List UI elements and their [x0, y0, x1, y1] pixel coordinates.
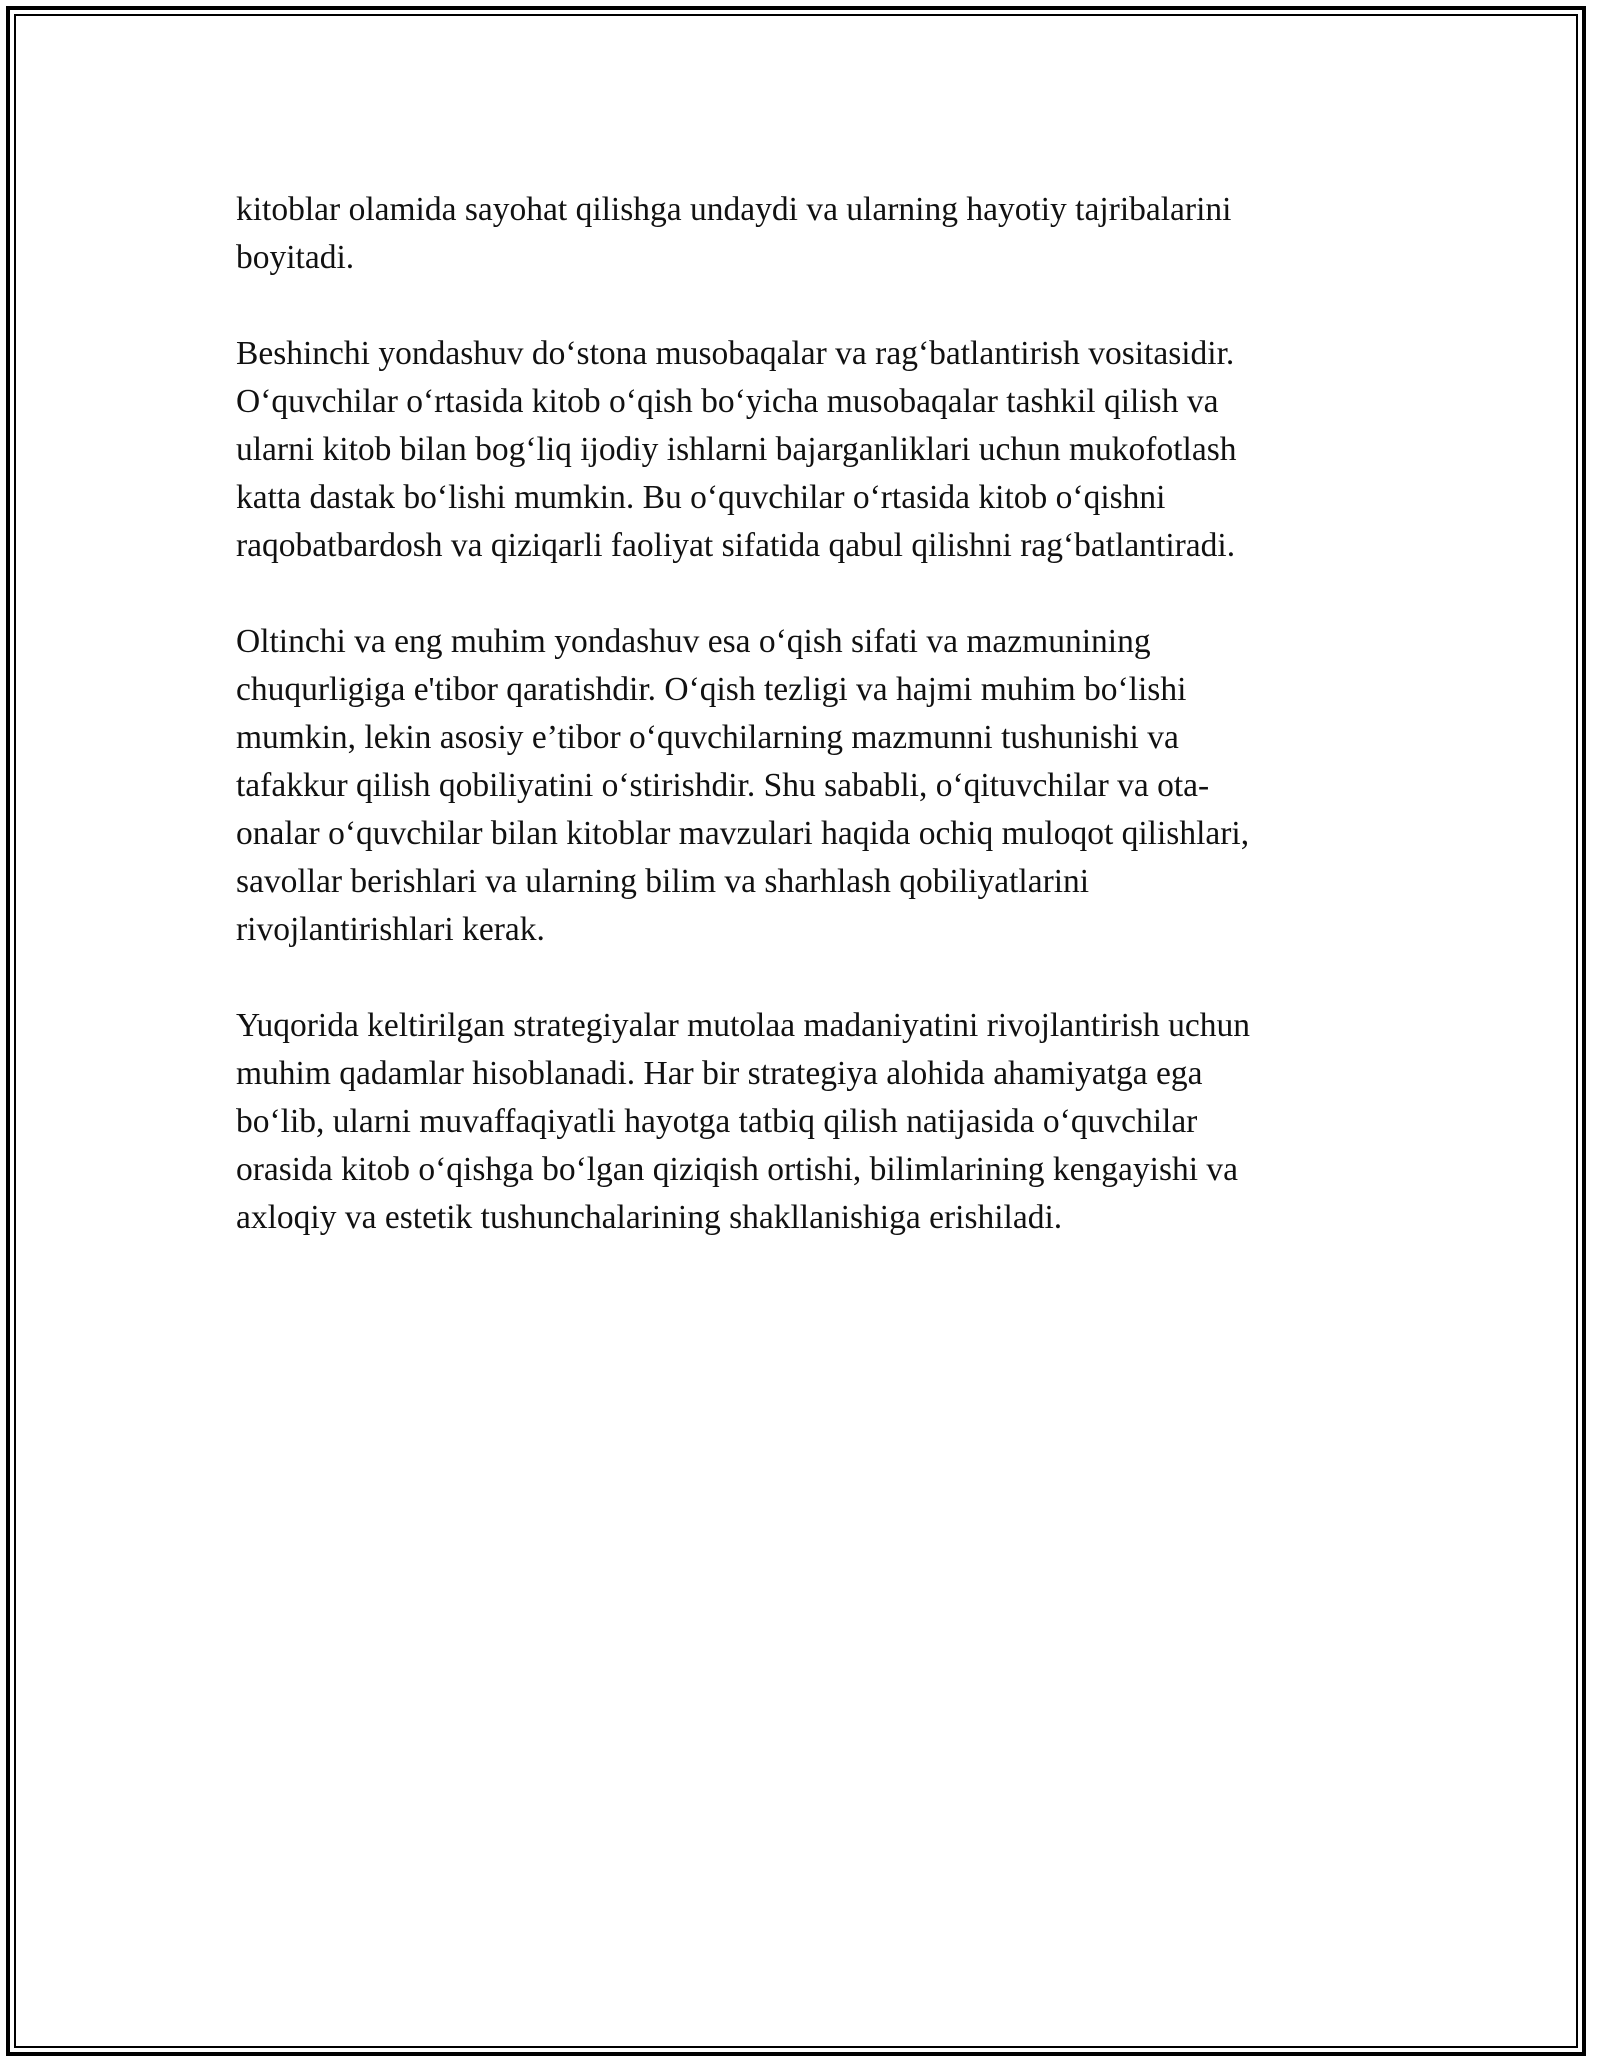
paragraph-line: Beshinchi yondashuv do‘stona musobaqalar va rag‘batlantirish vositasidir. [236, 335, 1235, 372]
document-body [236, 186, 1366, 1290]
paragraph-line: muhim qadamlar hisoblanadi. Har bir strategiya alohida ahamiyatga ega [236, 1055, 1203, 1092]
paragraph-line: onalar o‘quvchilar bilan kitoblar mavzulari haqida ochiq muloqot qilishlari, [236, 815, 1250, 852]
paragraph-line: Oltinchi va eng muhim yondashuv esa o‘qish sifati va mazmunining [236, 623, 1151, 660]
paragraph-line: Yuqorida keltirilgan strategiyalar mutolaa madaniyatini rivojlantirish uchun [236, 1007, 1251, 1044]
paragraph-line: O‘quvchilar o‘rtasida kitob o‘qish bo‘yicha musobaqalar tashkil qilish va [236, 383, 1219, 420]
paragraph-3 [236, 618, 1366, 954]
paragraph-line: ularni kitob bilan bog‘liq ijodiy ishlarni bajarganliklari uchun mukofotlash [236, 431, 1237, 468]
paragraph-1 [236, 186, 1366, 282]
paragraph-line: katta dastak bo‘lishi mumkin. Bu o‘quvchilar o‘rtasida kitob o‘qishni [236, 479, 1166, 516]
paragraph-line: boyitadi. [236, 239, 355, 276]
paragraph-line: axloqiy va estetik tushunchalarining shakllanishiga erishiladi. [236, 1199, 1063, 1236]
paragraph-line: kitoblar olamida sayohat qilishga undaydi va ularning hayotiy tajribalarini [236, 191, 1232, 228]
paragraph-line: chuqurligiga e'tibor qaratishdir. O‘qish tezligi va hajmi muhim bo‘lishi [236, 671, 1187, 708]
paragraph-line: orasida kitob o‘qishga bo‘lgan qiziqish ortishi, bilimlarining kengayishi va [236, 1151, 1239, 1188]
paragraph-2 [236, 330, 1366, 570]
paragraph-line: bo‘lib, ularni muvaffaqiyatli hayotga tatbiq qilish natijasida o‘quvchilar [236, 1103, 1198, 1140]
paragraph-line: mumkin, lekin asosiy e’tibor o‘quvchilarning mazmunni tushunishi va [236, 719, 1179, 756]
paragraph-line: savollar berishlari va ularning bilim va sharhlash qobiliyatlarini [236, 863, 1090, 900]
paragraph-line: rivojlantirishlari kerak. [236, 911, 545, 948]
paragraph-line: tafakkur qilish qobiliyatini o‘stirishdir. Shu sababli, o‘qituvchilar va ota- [236, 767, 1210, 804]
paragraph-4 [236, 1002, 1366, 1242]
paragraph-line: raqobatbardosh va qiziqarli faoliyat sifatida qabul qilishni rag‘batlantiradi. [236, 527, 1236, 564]
